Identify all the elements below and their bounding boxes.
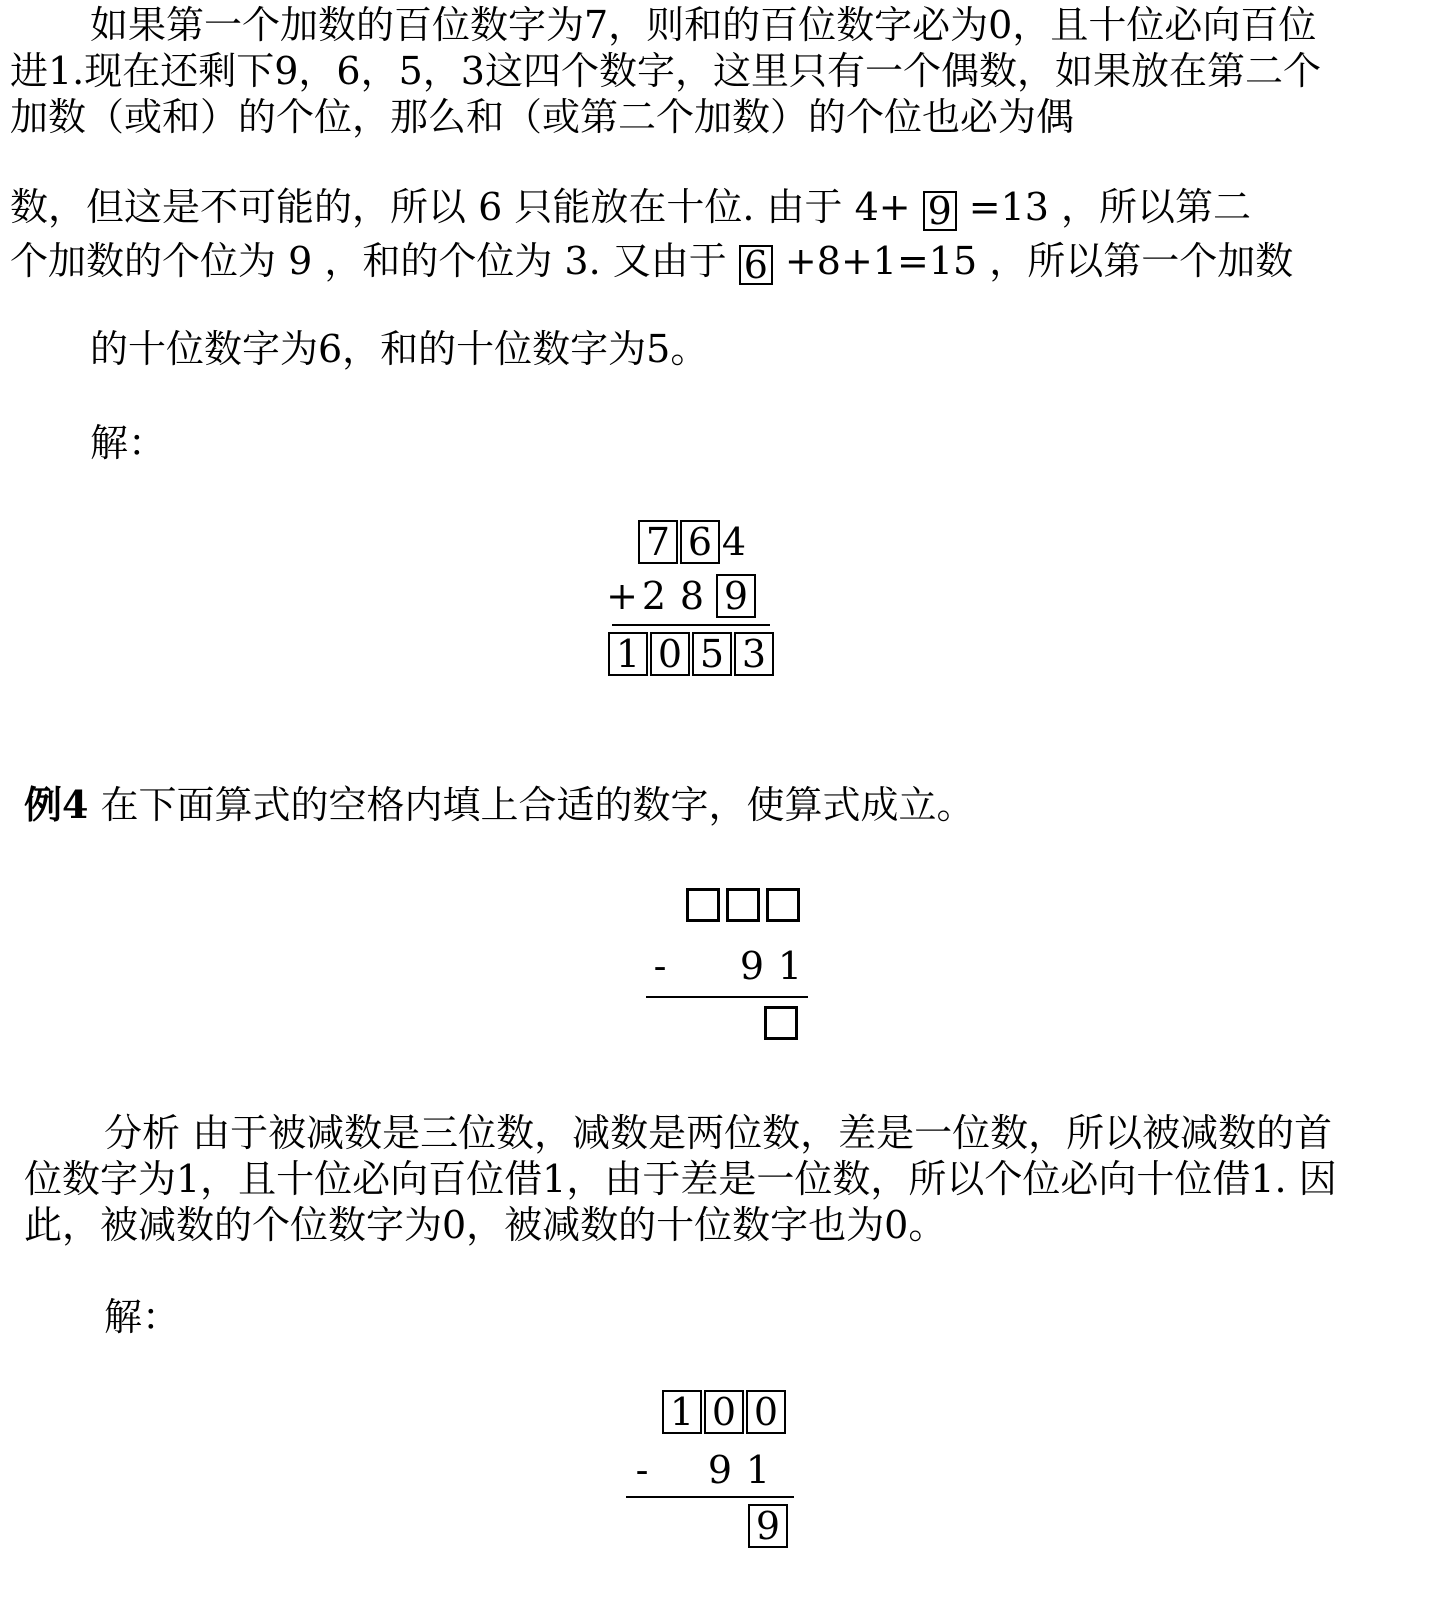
example-4-text: 在下面算式的空格内填上合适的数字，使算式成立。 <box>88 783 975 827</box>
digit: 1 <box>777 944 803 988</box>
minus-sign: - <box>653 944 667 988</box>
digit-box: 5 <box>692 632 732 676</box>
digit: 9 <box>707 1448 733 1492</box>
para2-line1-text-a: 数，但这是不可能的，所以 6 只能放在十位. 由于 4+ <box>10 185 923 229</box>
empty-box <box>766 888 800 922</box>
solution-label: 解： <box>104 1295 181 1339</box>
para2-line2-text-a: 个加数的个位为 9 ，和的个位为 3. 又由于 <box>10 239 739 283</box>
digit-box: 0 <box>650 632 690 676</box>
digit: 8 <box>679 574 705 618</box>
para2-line2-text-b: +8+1=15 ，所以第一个加数 <box>772 239 1294 283</box>
digit: 4 <box>721 520 747 564</box>
para2-line1-text-b: =13 ，所以第二 <box>956 185 1252 229</box>
empty-box <box>726 888 760 922</box>
example-4-label: 例4 <box>24 782 89 827</box>
example-4-heading <box>24 782 975 827</box>
digit-box: 7 <box>638 520 678 564</box>
digit-box: 6 <box>680 520 720 564</box>
plus-sign: + <box>606 574 638 618</box>
para1-line1: 如果第一个加数的百位数字为7，则和的百位数字必为0，且十位必向百位 <box>90 3 1317 47</box>
answer-box: 9 <box>923 191 957 231</box>
analysis-line1: 分析 由于被减数是三位数，减数是两位数，差是一位数，所以被减数的首 <box>104 1111 1333 1155</box>
analysis-line2: 位数字为1，且十位必向百位借1，由于差是一位数，所以个位必向十位借1. 因 <box>24 1157 1337 1201</box>
sum-line <box>612 624 770 626</box>
digit-box: 9 <box>716 574 756 618</box>
difference-line <box>626 1496 794 1498</box>
solution-label: 解： <box>90 421 167 465</box>
digit: 2 <box>641 574 667 618</box>
para2-line2 <box>10 239 1294 287</box>
digit: 1 <box>745 1448 771 1492</box>
digit-box: 1 <box>608 632 648 676</box>
para1-line2: 进1.现在还剩下9，6，5，3这四个数字，这里只有一个偶数，如果放在第二个 <box>10 49 1321 93</box>
digit-box: 1 <box>662 1390 702 1434</box>
digit: 9 <box>739 944 765 988</box>
digit-box: 0 <box>746 1390 786 1434</box>
para1-line3: 加数（或和）的个位，那么和（或第二个加数）的个位也必为偶 <box>10 95 1075 139</box>
empty-box <box>686 888 720 922</box>
digit-box: 9 <box>748 1504 788 1548</box>
digit-box: 3 <box>734 632 774 676</box>
digit-box: 0 <box>704 1390 744 1434</box>
empty-box <box>764 1006 798 1040</box>
minus-sign: - <box>635 1448 649 1492</box>
difference-line <box>646 996 808 998</box>
answer-box: 6 <box>739 245 773 285</box>
para3: 的十位数字为6，和的十位数字为5。 <box>90 327 709 371</box>
para2-line1 <box>10 185 1252 233</box>
analysis-line3: 此，被减数的个位数字为0，被减数的十位数字也为0。 <box>24 1203 947 1247</box>
